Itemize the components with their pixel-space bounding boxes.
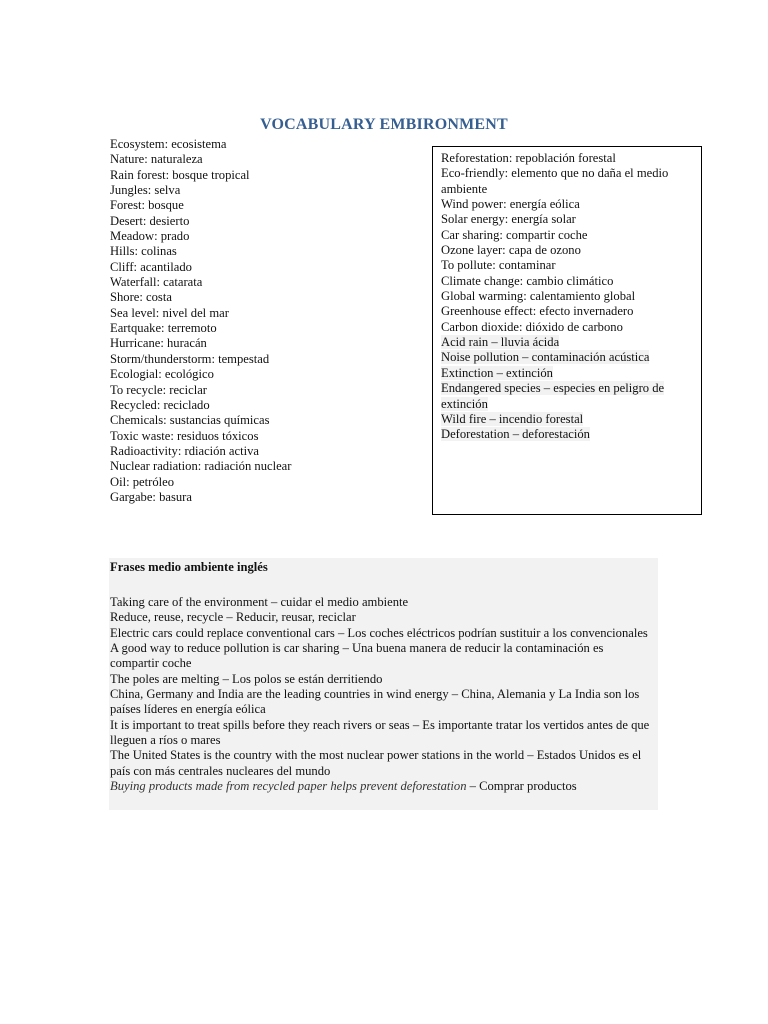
document-title: VOCABULARY EMBIRONMENT: [260, 116, 508, 133]
vocab-item: Ozone layer: capa de ozono: [441, 243, 581, 258]
phrase-item: Taking care of the environment – cuidar el medio ambiente: [110, 595, 409, 609]
vocab-item: Hills: colinas: [110, 244, 177, 259]
vocab-item: Ecologial: ecológico: [110, 367, 214, 382]
vocab-item: Meadow: prado: [110, 229, 190, 244]
vocab-item: Endangered species – especies en peligro de extinción: [441, 381, 665, 411]
vocab-item: Rain forest: bosque tropical: [110, 167, 250, 182]
vocab-item: Deforestation – deforestación: [441, 427, 590, 442]
vocab-item: To recycle: reciclar: [110, 382, 207, 397]
vocab-item: Waterfall: catarata: [110, 275, 203, 290]
vocab-item: Gargabe: basura: [110, 489, 192, 504]
phrase-item: The poles are melting – Los polos se están derritiendo: [110, 671, 383, 686]
vocab-item: Oil: petróleo: [110, 474, 175, 489]
vocab-item: Wild fire – incendio forestal: [441, 411, 584, 426]
vocab-item: Hurricane: huracán: [110, 336, 207, 351]
vocab-item: Sea level: nivel del mar: [110, 305, 229, 320]
vocab-item: Eco-friendly: elemento que no daña el medio ambiente: [441, 166, 669, 196]
vocab-item: Ecosystem: ecosistema: [110, 137, 227, 151]
phrase-item-last: [110, 779, 655, 794]
vocab-item: Recycled: reciclado: [110, 397, 210, 412]
vocab-item: Nature: naturaleza: [110, 152, 203, 167]
vocab-item: Wind power: energía eólica: [441, 197, 580, 212]
vocabulary-list-left: [110, 137, 430, 505]
vocabulary-box: [432, 146, 702, 515]
vocab-item: Toxic waste: residuos tóxicos: [110, 428, 259, 443]
vocab-item: Reforestation: repoblación forestal: [441, 151, 616, 165]
phrase-item: It is important to treat spills before they reach rivers or seas – Es importante tratar los vertidos antes de que lleguen a ríos o mares: [110, 717, 650, 748]
phrase-item: A good way to reduce pollution is car sharing – Una buena manera de reducir la contaminación es compartir coche: [110, 641, 604, 671]
vocab-item: Eartquake: terremoto: [110, 321, 217, 336]
phrase-rest-part: – Comprar productos: [466, 779, 577, 794]
phrases-list: [110, 595, 655, 794]
phrase-item: Reduce, reuse, recycle – Reducir, reusar, reciclar: [110, 610, 356, 625]
vocab-item: To pollute: contaminar: [441, 258, 556, 273]
phrases-section: [109, 558, 658, 810]
vocab-item: Extinction – extinción: [441, 365, 553, 380]
phrase-italic-part: Buying products made from recycled paper helps prevent deforestation: [110, 779, 467, 794]
vocab-item: Jungles: selva: [110, 183, 181, 198]
vocab-item: Storm/thunderstorm: tempestad: [110, 351, 270, 366]
vocab-item: Nuclear radiation: radiación nuclear: [110, 459, 292, 474]
vocab-item: Shore: costa: [110, 290, 172, 305]
vocab-item: Desert: desierto: [110, 213, 190, 228]
vocab-item: Car sharing: compartir coche: [441, 227, 588, 242]
vocab-item: Carbon dioxide: dióxido de carbono: [441, 319, 623, 334]
phrase-item: Electric cars could replace conventional cars – Los coches eléctricos podrían sustituir a los convencionales: [110, 625, 648, 640]
vocab-item: Solar energy: energía solar: [441, 212, 576, 227]
vocab-item: Forest: bosque: [110, 198, 184, 213]
phrase-item: China, Germany and India are the leading countries in wind energy – China, Alemania y La India son los países líderes en energía eólica: [110, 687, 640, 717]
vocab-item: Noise pollution – contaminación acústica: [441, 350, 650, 365]
vocab-item: Radioactivity: rdiación activa: [110, 443, 259, 458]
phrase-item: The United States is the country with the most nuclear power stations in the world – Estados Unidos es el país con más centrales nucleares del mundo: [110, 748, 642, 778]
phrases-heading: Frases medio ambiente inglés: [110, 560, 268, 574]
vocab-item: Chemicals: sustancias químicas: [110, 413, 270, 428]
vocab-item: Cliff: acantilado: [110, 259, 192, 274]
vocab-item: Greenhouse effect: efecto invernadero: [441, 304, 634, 319]
vocab-item: Climate change: cambio climático: [441, 273, 614, 288]
vocab-item: Acid rain – lluvia ácida: [441, 335, 560, 350]
vocabulary-list-boxed: [441, 151, 697, 443]
vocab-item: Global warming: calentamiento global: [441, 289, 636, 304]
